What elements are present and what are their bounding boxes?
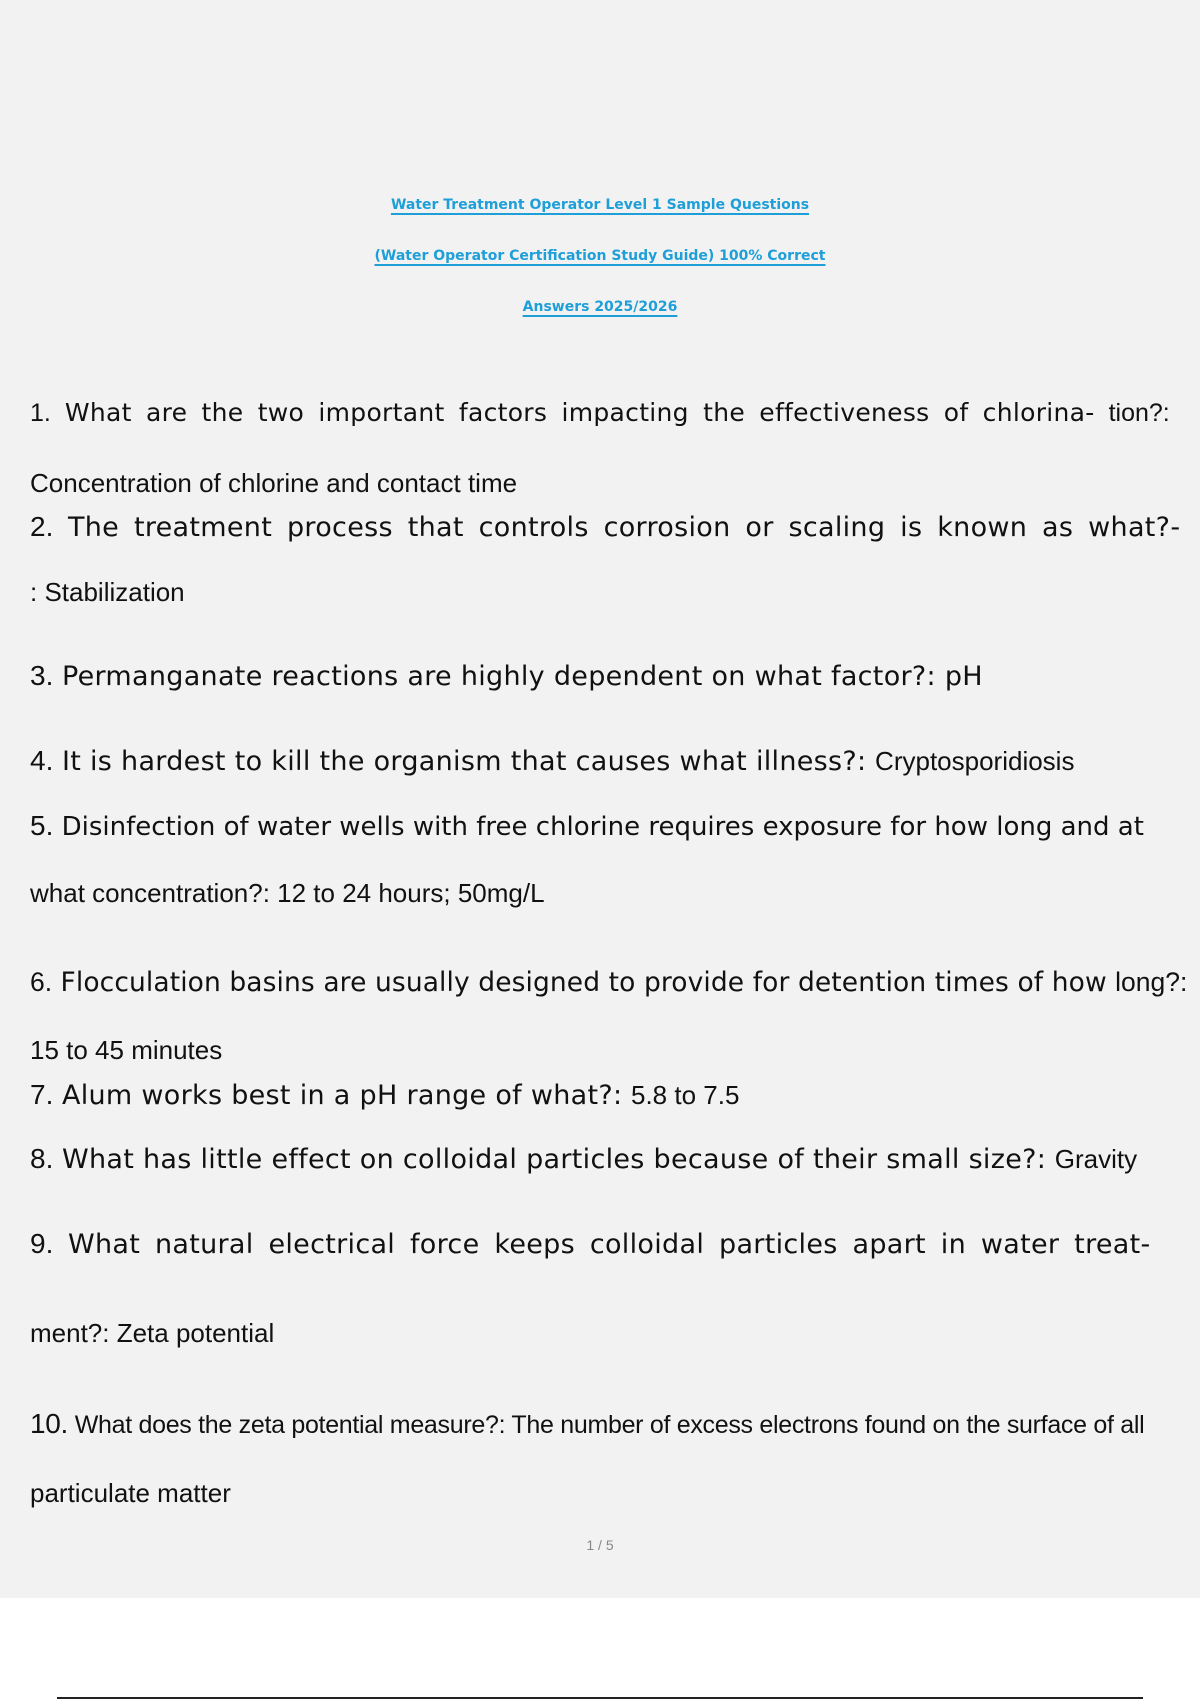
question-6 xyxy=(30,965,1190,1000)
answer-5: what concentration?: 12 to 24 hours; 50mg/L xyxy=(30,878,545,908)
question-7 xyxy=(30,1078,1190,1113)
answer-4: Cryptosporidiosis xyxy=(875,746,1075,776)
answer-7: 5.8 to 7.5 xyxy=(631,1080,740,1110)
question-text: The treatment process that controls corrosion or scaling is known as what?- xyxy=(67,512,1181,543)
question-4 xyxy=(30,744,1190,779)
question-number: 4. xyxy=(30,745,54,776)
question-number: 10. xyxy=(30,1408,69,1439)
answer-6: 15 to 45 minutes xyxy=(30,1035,223,1065)
question-number: 6. xyxy=(30,967,53,997)
question-number: 2. xyxy=(30,511,54,542)
question-10 xyxy=(30,1407,1190,1442)
question-number: 9. xyxy=(30,1228,54,1259)
question-text: Alum works best in a pH range of what?: xyxy=(61,1080,623,1111)
question-3 xyxy=(30,659,1190,694)
question-text-tail: long?: xyxy=(1115,967,1188,997)
question-text: What natural electrical force keeps colloidal particles apart in water treat- xyxy=(67,1229,1151,1260)
question-number: 5. xyxy=(30,810,54,841)
question-2 xyxy=(30,510,1190,545)
title-line-3: Answers 2025/2026 xyxy=(522,299,678,315)
question-text: Disinfection of water wells with free chlorine requires exposure for how long and at xyxy=(61,812,1144,842)
question-text: Permanganate reactions are highly dependent on what factor?: pH xyxy=(61,661,983,692)
question-8 xyxy=(30,1142,1190,1177)
question-number: 8. xyxy=(30,1143,54,1174)
question-text: Flocculation basins are usually designed to provide for detention times of how xyxy=(60,967,1107,998)
title-line-2: (Water Operator Certification Study Guide) 100% Correct xyxy=(374,248,826,264)
question-text: It is hardest to kill the organism that causes what illness?: xyxy=(61,746,867,777)
question-text-tail: tion?: xyxy=(1108,399,1170,427)
title-line-1: Water Treatment Operator Level 1 Sample Questions xyxy=(390,197,810,213)
question-1 xyxy=(30,396,1190,430)
page-number: 1 / 5 xyxy=(586,1537,614,1553)
document-title xyxy=(0,180,1200,333)
question-number: 3. xyxy=(30,660,54,691)
question-number: 7. xyxy=(30,1079,54,1110)
question-number: 1. xyxy=(30,399,51,427)
answer-10: particulate matter xyxy=(30,1478,231,1508)
question-9 xyxy=(30,1227,1190,1262)
question-text: What does the zeta potential measure?: The number of excess electrons found on the surface of all xyxy=(74,1411,1145,1439)
question-text: What are the two important factors impacting the effectiveness of chlorina- xyxy=(64,398,1095,427)
question-5 xyxy=(30,809,1190,844)
answer-2: : Stabilization xyxy=(30,577,185,607)
footer-rule xyxy=(57,1697,1143,1699)
answer-8: Gravity xyxy=(1054,1144,1138,1174)
answer-9: ment?: Zeta potential xyxy=(30,1318,275,1348)
answer-1: Concentration of chlorine and contact time xyxy=(30,468,518,498)
question-text: What has little effect on colloidal particles because of their small size?: xyxy=(61,1144,1047,1175)
